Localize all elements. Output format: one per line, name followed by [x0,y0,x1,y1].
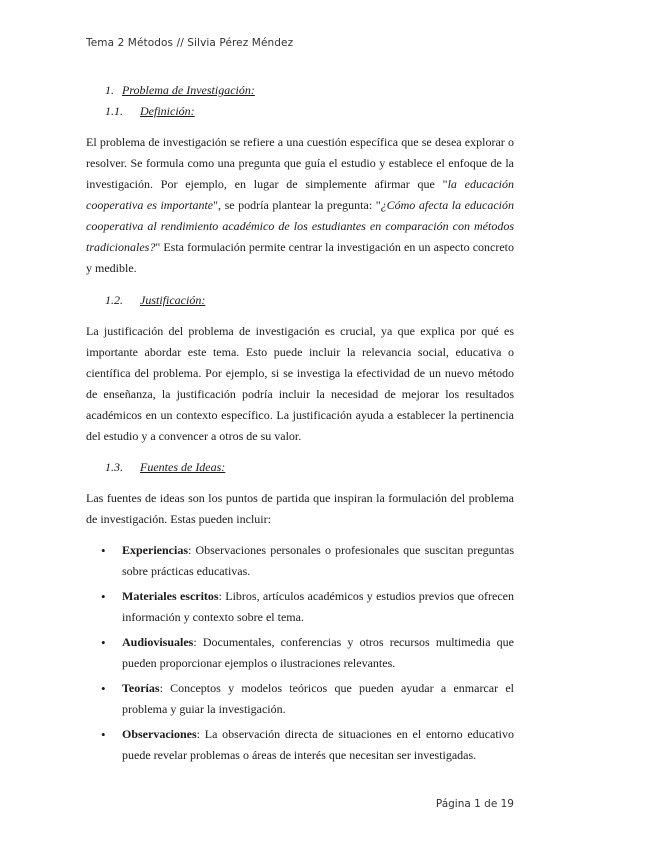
list-item-term: Experiencias [122,543,188,557]
list-item-text: : Observaciones personales o profesionales que suscitan preguntas sobre prácticas educativas. [122,543,514,578]
text-run: " Esta formulación permite centrar la investigación en un aspecto concreto y medible. [86,240,514,275]
section-title: Problema de Investigación: [122,83,255,97]
list-item-text: : Libros, artículos académicos y estudios previos que ofrecen información y contexto sobre el tema. [122,589,514,624]
bullet-icon: • [101,681,106,696]
list-item-term: Materiales escritos [122,589,219,603]
definition-paragraph [86,132,514,279]
list-item-term: Teorías [122,681,160,695]
section-heading-1 [86,80,514,101]
text-run: El problema de investigación se refiere a una cuestión específica que se desea explorar o resolver. Se formula como una pregunta que guía el estudio y establece el enfoque de la investigación. Por ejemplo, en lugar de simplemente afirmar que " [86,135,514,191]
list-item [86,678,514,720]
document-body [86,80,514,770]
section-title: Definición: [140,104,195,118]
page-header: Tema 2 Métodos // Silvia Pérez Méndez [86,37,294,49]
list-item [86,586,514,628]
section-number: 1.1. [105,104,123,118]
section-number: 1.3. [105,460,123,474]
section-heading-1-1 [86,101,514,122]
section-heading-1-2 [86,290,514,311]
section-heading-1-3 [86,457,514,478]
section-number: 1.2. [105,293,123,307]
bullet-icon: • [101,635,106,650]
page-number: Página 1 de 19 [435,798,514,810]
sources-list [86,540,514,766]
list-item-text: : Documentales, conferencias y otros recursos multimedia que pueden proporcionar ejemplos o ilustraciones relevantes. [122,635,514,670]
list-item-term: Observaciones [122,727,197,741]
bullet-icon: • [101,589,106,604]
text-run: ", se podría plantear la pregunta: " [213,198,381,212]
list-item [86,724,514,766]
list-item [86,540,514,582]
sources-intro-paragraph: Las fuentes de ideas son los puntos de partida que inspiran la formulación del problema de investigación. Estas pueden incluir: [86,491,514,526]
list-item-text: : La observación directa de situaciones en el entorno educativo puede revelar problemas o áreas de interés que necesitan ser investigadas. [122,727,514,762]
bullet-icon: • [101,543,106,558]
italic-quote: la educación cooperativa es importante [86,177,514,212]
list-item [86,632,514,674]
italic-quote: ¿Cómo afecta la educación cooperativa al rendimiento académico de los estudiantes en comparación con métodos tradicionales? [86,198,514,254]
justification-paragraph: La justificación del problema de investigación es crucial, ya que explica por qué es importante abordar este tema. Esto puede incluir la relevancia social, educativa o científica del problema. Por ejemplo, si se investiga la efectividad de un nuevo método de enseñanza, la justificación podría incluir la necesidad de mejorar los resultados académicos en un contexto específico. La justificación ayuda a establecer la pertinencia del estudio y a convencer a otros de su valor. [86,324,514,443]
bullet-icon: • [101,727,106,742]
section-number: 1. [105,83,114,97]
section-title: Justificación: [140,293,206,307]
list-item-term: Audiovisuales [122,635,194,649]
list-item-text: : Conceptos y modelos teóricos que pueden ayudar a enmarcar el problema y guiar la investigación. [122,681,514,716]
section-title: Fuentes de Ideas: [140,460,226,474]
